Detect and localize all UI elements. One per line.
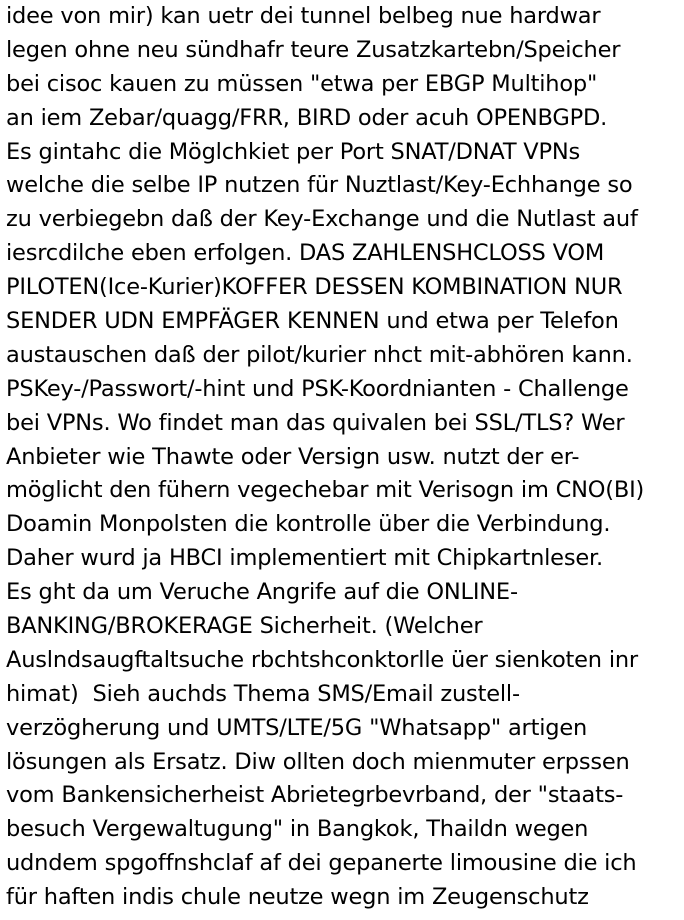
text-line: Es gintahc die Möglchkiet per Port SNAT/DNAT VPNs: [6, 138, 581, 165]
text-line: verzögherung und UMTS/LTE/5G "Whatsapp" artigen: [6, 714, 588, 741]
text-line: PILOTEN(Ice-Kurier)KOFFER DESSEN KOMBINATION NUR: [6, 274, 623, 301]
text-line: SENDER UDN EMPFÄGER KENNEN und etwa per Telefon: [6, 308, 619, 335]
text-line: lösungen als Ersatz. Diw ollten doch mienmuter erpssen: [6, 748, 630, 775]
text-line: Anbieter wie Thawte oder Versign usw. nutzt der er-: [6, 443, 580, 470]
text-line: welche die selbe IP nutzen für Nuztlast/Key-Echhange so: [6, 172, 633, 199]
text-line: Auslndsaugftaltsuche rbchtshconktorlle üer sienkoten inr: [6, 646, 638, 673]
text-line: zu verbiegebn daß der Key-Exchange und die Nutlast auf: [6, 206, 638, 233]
text-line: PSKey-/Passwort/-hint und PSK-Koordnianten - Challenge: [6, 375, 629, 402]
text-line: an iem Zebar/quagg/FRR, BIRD oder acuh OPENBGPD.: [6, 104, 608, 131]
text-line: Daher wurd ja HBCI implementiert mit Chipkartnleser.: [6, 545, 603, 572]
text-line: iesrcdilche eben erfolgen. DAS ZAHLENSHCLOSS VOM: [6, 240, 605, 267]
text-line: himat) Sieh auchds Thema SMS/Email zustell-: [6, 680, 520, 707]
text-line: bei cisoc kauen zu müssen "etwa per EBGP Multihop": [6, 70, 598, 97]
text-line: Doamin Monpolsten die kontrolle über die Verbindung.: [6, 511, 611, 538]
text-line: udndem spgoffnshclaf af dei gepanerte limousine die ich: [6, 850, 637, 877]
text-line: austauschen daß der pilot/kurier nhct mit-abhören kann.: [6, 341, 633, 368]
text-line: besuch Vergewaltugung" in Bangkok, Thaildn wegen: [6, 816, 589, 843]
text-line: idee von mir) kan uetr dei tunnel belbeg nue hardwar: [6, 3, 601, 29]
text-line: Es ght da um Veruche Angrife auf die ONLINE-: [6, 579, 518, 606]
text-line: BANKING/BROKERAGE Sicherheit. (Welcher: [6, 613, 483, 640]
text-line: vom Bankensicherheist Abrietegrbevrband, der "staats-: [6, 782, 624, 809]
text-line: bei VPNs. Wo findet man das quivalen bei SSL/TLS? Wer: [6, 409, 625, 436]
body-text: [6, 0, 682, 915]
text-line: möglicht den fühern vegechebar mit Verisogn im CNO(BI): [6, 477, 645, 504]
text-line: legen ohne neu sündhafr teure Zusatzkartebn/Speicher: [6, 36, 621, 63]
text-line: für haften indis chule neutze wegn im Zeugenschutz: [6, 884, 589, 911]
